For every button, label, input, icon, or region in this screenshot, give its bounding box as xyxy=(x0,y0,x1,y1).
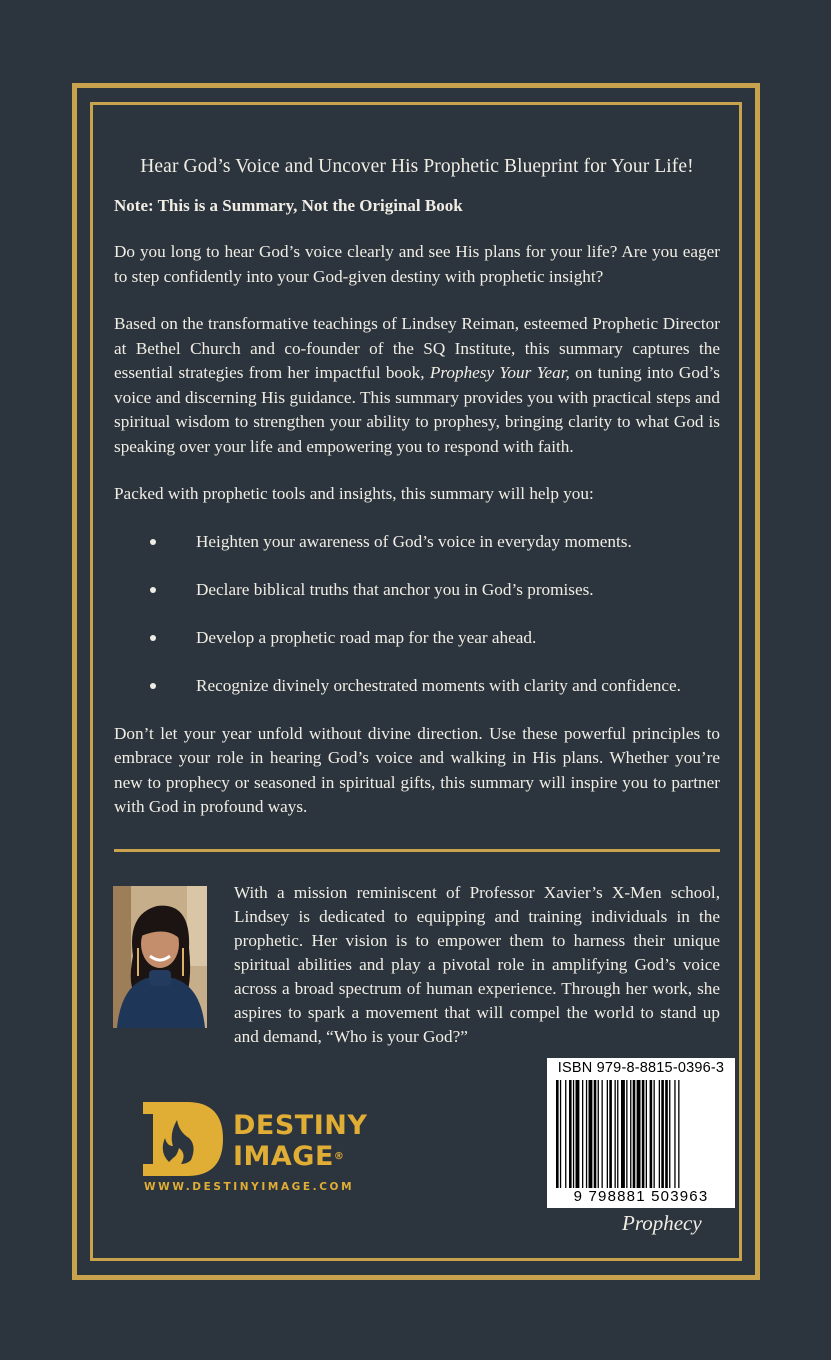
barcode-bar xyxy=(569,1080,572,1188)
barcode-bar xyxy=(646,1080,647,1188)
back-cover-copy xyxy=(114,150,720,843)
barcode-bar xyxy=(594,1080,597,1188)
publisher-name xyxy=(233,1110,367,1172)
author-portrait-icon xyxy=(113,886,207,1028)
based-on-text-2: on tuning into God’s voice and discerning His guidance. This summary provides you with practical steps and spiritual wisdom to strengthen your ability to prophesy, bringing clarity to what God is speaking over your life and empowering you to respond with faith. xyxy=(114,363,720,456)
publisher-name-line1: DESTINY xyxy=(233,1110,368,1141)
benefits-list xyxy=(114,530,720,698)
destiny-image-d-flame-icon xyxy=(143,1102,229,1176)
intro-paragraph: Do you long to hear God’s voice clearly and see His plans for your life? Are you eager to step confidently into your God-given destiny with prophetic insight? xyxy=(114,242,720,286)
list-item xyxy=(114,626,720,650)
list-item xyxy=(114,530,720,554)
barcode-icon xyxy=(554,1080,728,1188)
barcode-digits: 9 798881 503963 xyxy=(573,1188,709,1205)
barcode-bar xyxy=(609,1080,612,1188)
bullet-icon xyxy=(150,539,156,545)
publisher-url: WWW.DESTINYIMAGE.COM xyxy=(144,1181,355,1193)
list-item xyxy=(114,578,720,602)
based-on-paragraph xyxy=(114,312,720,459)
barcode-bar xyxy=(650,1080,653,1188)
barcode-bar xyxy=(556,1080,559,1188)
barcode-bar xyxy=(573,1080,574,1188)
list-item-text: Recognize divinely orchestrated moments with clarity and confidence. xyxy=(196,675,681,695)
book-title: Prophesy Your Year, xyxy=(429,363,570,382)
barcode-bar xyxy=(565,1080,566,1188)
genre-label: Prophecy xyxy=(622,1211,702,1235)
bullet-icon xyxy=(150,587,156,593)
publisher-logo xyxy=(141,1100,381,1200)
author-photo xyxy=(113,886,207,1028)
summary-note: Note: This is a Summary, Not the Original Book xyxy=(114,196,463,215)
barcode-bar xyxy=(586,1080,587,1188)
based-on-text-1: Based on the transformative teachings of Lindsey Reiman, esteemed Prophetic Director at Bethel Church and co-founder of the SQ Institute, this summary captures the essential strategies from her impactful book, xyxy=(114,314,720,382)
barcode-bar xyxy=(678,1080,679,1188)
barcode-bar xyxy=(582,1080,583,1188)
gold-divider xyxy=(114,849,720,852)
isbn-label: ISBN 979-8-8815-0396-3 xyxy=(557,1060,725,1076)
registered-mark: ® xyxy=(333,1151,345,1162)
barcode-bar xyxy=(633,1080,636,1188)
publisher-name-line2 xyxy=(233,1141,367,1172)
barcode-bar xyxy=(576,1080,580,1188)
barcode-bar xyxy=(674,1080,675,1188)
barcode-bar xyxy=(630,1080,631,1188)
list-item-text: Declare biblical truths that anchor you in God’s promises. xyxy=(196,579,594,599)
list-item-text: Heighten your awareness of God’s voice in everyday moments. xyxy=(196,531,632,551)
barcode-bar xyxy=(637,1080,641,1188)
barcode-bar xyxy=(654,1080,655,1188)
barcode-bar xyxy=(607,1080,608,1188)
barcode-bar xyxy=(598,1080,599,1188)
barcode-bar xyxy=(669,1080,670,1188)
barcode-bar xyxy=(615,1080,616,1188)
publisher-name-line2-text: IMAGE xyxy=(233,1141,334,1172)
bullet-icon xyxy=(150,635,156,641)
barcode-bar xyxy=(661,1080,664,1188)
barcode-bar xyxy=(617,1080,618,1188)
barcode-bar xyxy=(560,1080,561,1188)
barcode-bar xyxy=(659,1080,660,1188)
bullet-icon xyxy=(150,683,156,689)
closing-paragraph: Don’t let your year unfold without divine direction. Use these powerful principles to embrace your role in hearing God’s voice and walking in His plans. Whether you’re new to prophecy or seasoned in spiritual gifts, this summary will inspire you to partner with God in profound ways. xyxy=(114,723,720,816)
barcode-bar xyxy=(602,1080,603,1188)
barcode-bar xyxy=(642,1080,645,1188)
barcode-bar xyxy=(589,1080,593,1188)
barcode-bar xyxy=(621,1080,625,1188)
packed-paragraph: Packed with prophetic tools and insights, this summary will help you: xyxy=(114,484,594,503)
isbn-barcode-box xyxy=(547,1058,735,1208)
author-bio: With a mission reminiscent of Professor Xavier’s X-Men school, Lindsey is dedicated to equipping and training individuals in the prophetic. Her vision is to empower them to harness their unique spiritual abilities and play a pivotal role in amplifying God’s voice across a broad spectrum of human experience. Through her work, she aspires to spark a movement that will compel the world to stand up and demand, “Who is your God?” xyxy=(234,883,720,1046)
headline: Hear God’s Voice and Uncover His Prophetic Blueprint for Your Life! xyxy=(140,156,694,177)
barcode-bar xyxy=(665,1080,668,1188)
list-item-text: Develop a prophetic road map for the year ahead. xyxy=(196,627,537,647)
list-item xyxy=(114,674,720,698)
barcode-bar xyxy=(626,1080,627,1188)
